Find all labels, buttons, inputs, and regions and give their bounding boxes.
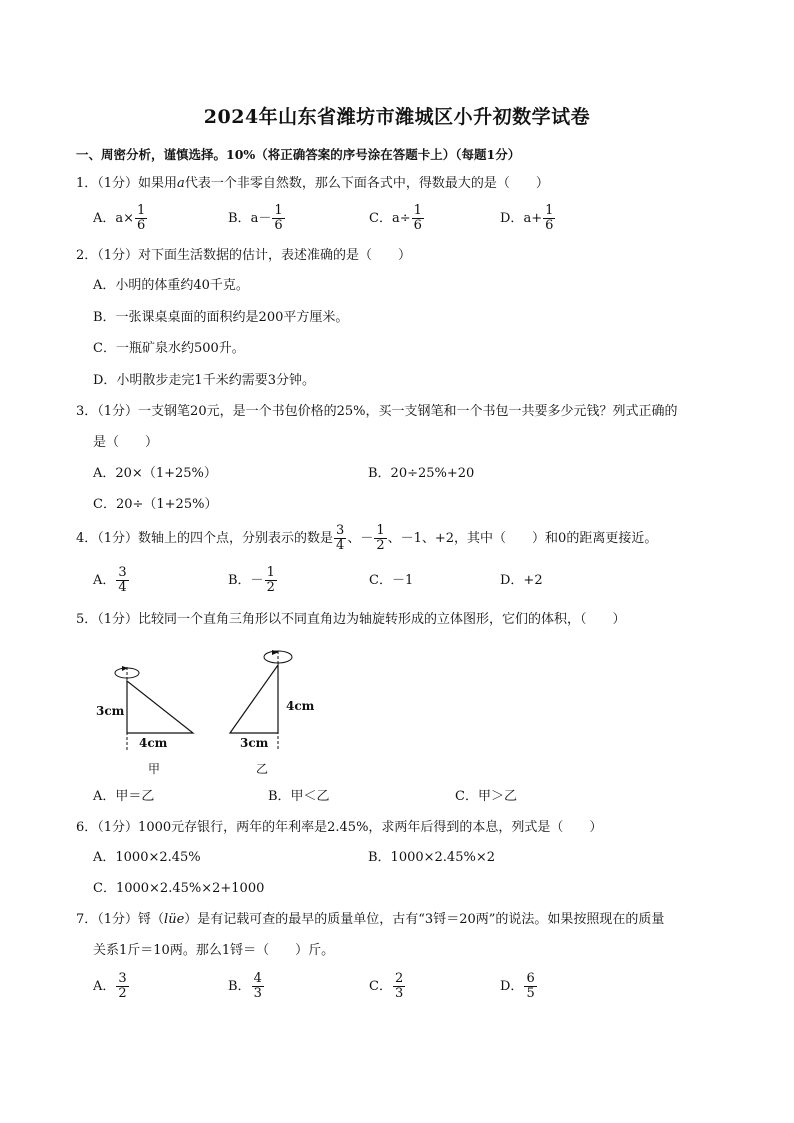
denominator: 6 xyxy=(545,218,554,233)
q1-stem-pre: 1．（1分）如果用 xyxy=(76,176,178,191)
q1-stem-post: 代表一个非零自然数，那么下面各式中，得数最大的是（ ） xyxy=(184,176,549,191)
denominator: 6 xyxy=(137,218,146,233)
numerator: 4 xyxy=(253,971,262,986)
numerator: 1 xyxy=(545,203,554,218)
q2-option-d[interactable]: D．小明散步走完1千米约需要3分钟。 xyxy=(93,373,315,388)
numerator: 1 xyxy=(413,203,422,218)
q1-option-c[interactable] xyxy=(369,204,425,233)
q7-option-b[interactable] xyxy=(228,972,265,1001)
q4-option-d[interactable]: D．+2 xyxy=(500,573,543,588)
numerator: 6 xyxy=(526,971,535,986)
option-label: A． xyxy=(93,211,116,226)
q7-option-d[interactable] xyxy=(500,972,538,1001)
option-label: B． xyxy=(228,979,251,994)
fraction xyxy=(393,972,405,1001)
fig1-base-label: 4cm xyxy=(139,736,168,750)
denominator: 3 xyxy=(253,986,262,1001)
q1-stem-var: a xyxy=(177,176,185,191)
q2-option-a[interactable]: A．小明的体重约40千克。 xyxy=(93,278,249,293)
q4-separator: 、－ xyxy=(347,531,374,546)
denominator: 2 xyxy=(376,538,385,553)
q4-stem-pre: 4．（1分）数轴上的四个点，分别表示的数是 xyxy=(76,531,334,546)
right-triangle xyxy=(127,681,193,733)
q1-option-a[interactable] xyxy=(93,204,148,233)
fraction xyxy=(272,204,284,233)
q3-option-b[interactable]: B．20÷25%+20 xyxy=(368,466,475,481)
question-2-stem: 2．（1分）对下面生活数据的估计，表述准确的是（ ） xyxy=(76,248,412,263)
option-label: A． xyxy=(93,979,116,994)
q7-stem-post: ）是有记载可查的最早的质量单位，古有“3锊＝20两”的说法。如果按照现在的质量 xyxy=(184,912,665,927)
question-6-stem: 6．（1分）1000元存银行，两年的年利率是2.45%，求两年后得到的本息，列式是（ ） xyxy=(76,820,603,835)
option-label: C． xyxy=(369,211,392,226)
q3-option-c[interactable]: C．20÷（1+25%） xyxy=(93,497,218,512)
denominator: 2 xyxy=(266,580,275,595)
fraction xyxy=(334,524,346,553)
fig2-side-label: 4cm xyxy=(286,699,315,713)
fraction xyxy=(524,972,536,1001)
denominator: 5 xyxy=(526,986,535,1001)
denominator: 6 xyxy=(274,218,283,233)
numerator: 1 xyxy=(274,203,283,218)
option-expr: a－ xyxy=(250,211,272,226)
q7-stem-pinyin: lüe xyxy=(164,912,185,927)
denominator: 4 xyxy=(336,538,345,553)
denominator: 2 xyxy=(118,986,127,1001)
fraction xyxy=(265,566,277,595)
option-label: D． xyxy=(500,211,524,226)
numerator: 1 xyxy=(266,565,275,580)
option-label: A． xyxy=(93,573,116,588)
fraction xyxy=(374,524,386,553)
q5-option-c[interactable]: C．甲＞乙 xyxy=(455,789,517,804)
q5-option-b[interactable]: B．甲＜乙 xyxy=(268,789,330,804)
question-3-stem: 3．（1分）一支钢笔20元，是一个书包价格的25%，买一支钢笔和一个书包一共要多少元钱？列式正确的 xyxy=(76,404,678,419)
numerator: 1 xyxy=(137,203,146,218)
numerator: 2 xyxy=(394,971,404,986)
numerator: 1 xyxy=(376,523,385,538)
q6-option-b[interactable]: B．1000×2.45%×2 xyxy=(368,850,495,865)
question-1-stem xyxy=(76,175,549,193)
fraction xyxy=(412,204,424,233)
option-label: D． xyxy=(500,979,524,994)
denominator: 6 xyxy=(413,218,422,233)
fraction xyxy=(116,972,128,1001)
q2-option-b[interactable]: B．一张课桌桌面的面积约是200平方厘米。 xyxy=(93,310,349,325)
denominator: 3 xyxy=(394,986,404,1001)
option-expr: a× xyxy=(115,211,135,226)
q3-option-a[interactable]: A．20×（1+25%） xyxy=(93,466,217,481)
fraction xyxy=(116,566,128,595)
q4-option-c[interactable]: C．－1 xyxy=(369,573,414,588)
fig2-base-label: 3cm xyxy=(240,736,269,750)
question-5-stem: 5．（1分）比较同一个直角三角形以不同直角边为轴旋转形成的立体图形，它们的体积，（ ） xyxy=(76,612,626,627)
fig1-caption: 甲 xyxy=(148,762,161,776)
q5-option-a[interactable]: A．甲＝乙 xyxy=(93,789,155,804)
question-3-stem-cont: 是（ ） xyxy=(93,435,159,450)
question-4-stem xyxy=(76,524,657,553)
q1-option-b[interactable] xyxy=(228,204,286,233)
option-expr: a+ xyxy=(523,211,543,226)
question-7-stem xyxy=(76,911,664,929)
q7-option-c[interactable] xyxy=(369,972,406,1001)
option-label: C． xyxy=(369,979,392,994)
q4-option-a[interactable] xyxy=(93,566,130,595)
q1-option-d[interactable] xyxy=(500,204,556,233)
fig1-side-label: 3cm xyxy=(96,704,125,718)
right-triangle xyxy=(230,665,278,733)
question-7-stem-cont: 关系1斤＝10两。那么1锊＝（ ）斤。 xyxy=(93,943,335,958)
fraction xyxy=(543,204,555,233)
q7-option-a[interactable] xyxy=(93,972,130,1001)
q6-option-c[interactable]: C．1000×2.45%×2+1000 xyxy=(93,881,265,896)
numerator: 3 xyxy=(336,523,345,538)
fraction xyxy=(252,972,264,1001)
option-label: B．－ xyxy=(228,573,264,588)
option-expr: a÷ xyxy=(391,211,411,226)
page-title: 2024年山东省潍坊市潍城区小升初数学试卷 xyxy=(203,106,591,128)
option-label: B． xyxy=(228,211,251,226)
section-heading: 一、周密分析，谨慎选择。10%（将正确答案的序号涂在答题卡上）（每题1分） xyxy=(76,147,521,162)
fraction xyxy=(135,204,147,233)
numerator: 3 xyxy=(118,971,127,986)
fig2-caption: 乙 xyxy=(256,762,269,776)
numerator: 3 xyxy=(118,565,127,580)
q4-option-b[interactable] xyxy=(228,566,278,595)
q6-option-a[interactable]: A．1000×2.45% xyxy=(93,850,201,865)
denominator: 4 xyxy=(118,580,127,595)
q4-stem-post: 、－1、+2，其中（ ）和0的距离更接近。 xyxy=(387,531,658,546)
q7-stem-pre: 7．（1分）锊（ xyxy=(76,912,165,927)
q2-option-c[interactable]: C．一瓶矿泉水约500升。 xyxy=(93,341,245,356)
